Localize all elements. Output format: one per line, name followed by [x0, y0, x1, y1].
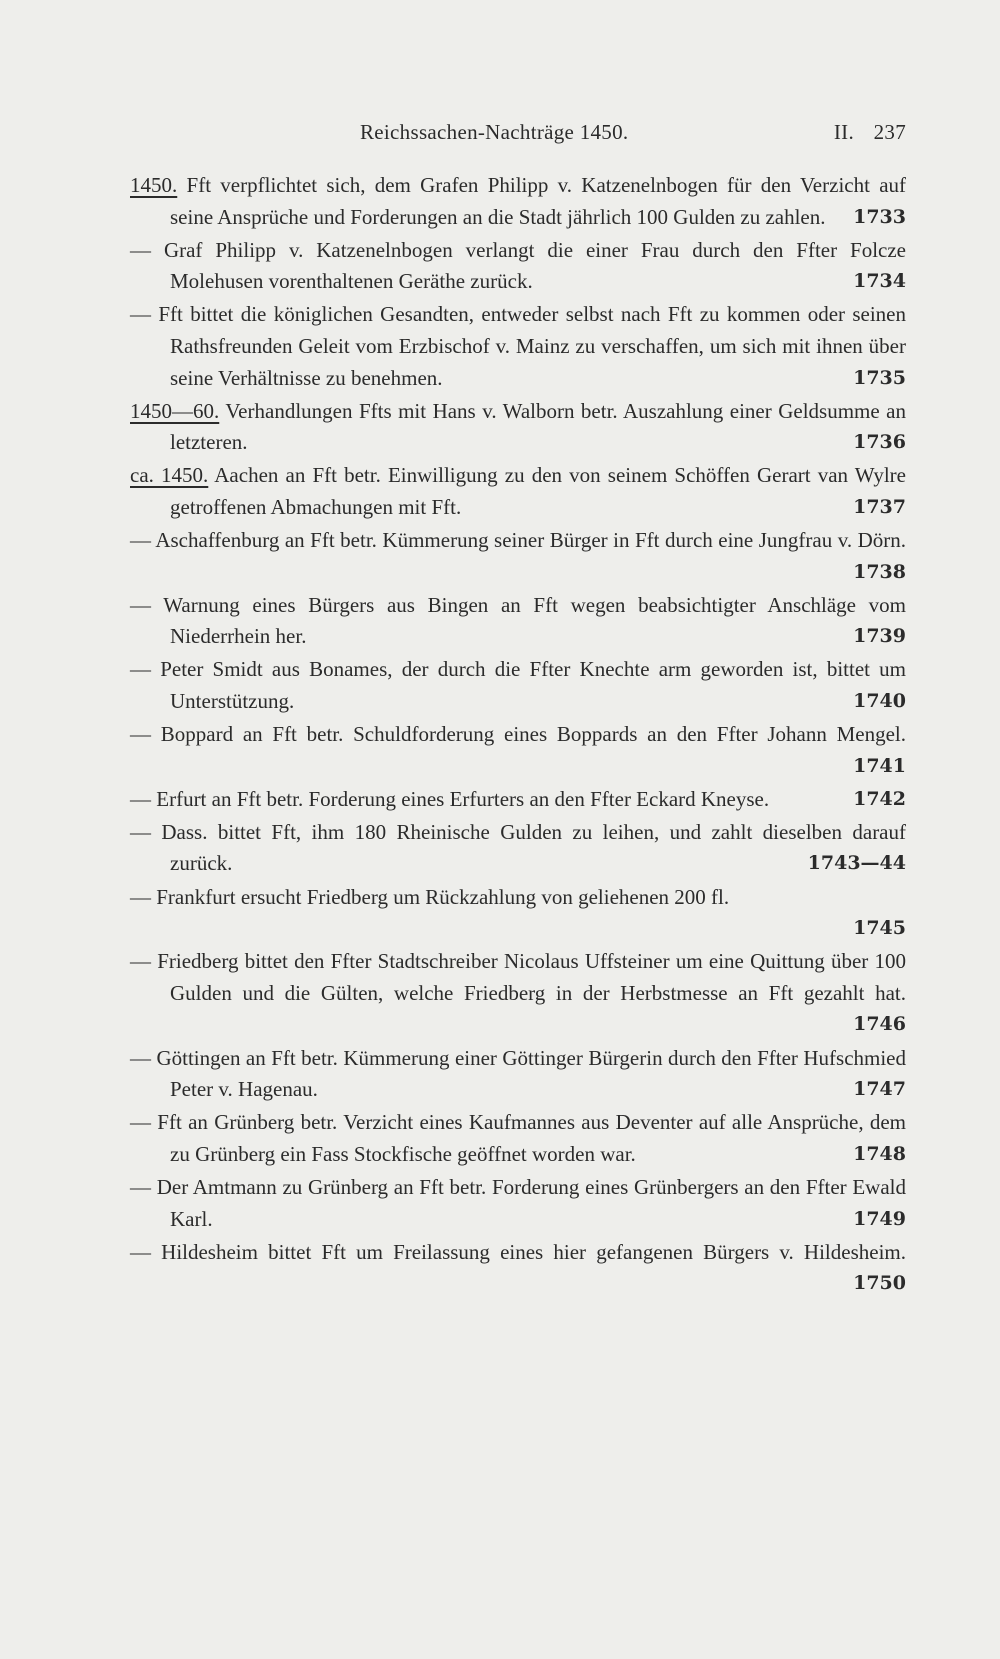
entry-dash: —: [130, 657, 151, 682]
entry-body: Fft verpflichtet sich, dem Grafen Philipp v. Katzenelnbogen für den Verzicht auf seine Ansprüche und Forderungen an die Stadt jährlich 100 Gulden zu zahlen.: [170, 173, 907, 229]
entry-text: [130, 817, 906, 880]
entry-body: Fft bittet die königlichen Gesandten, entweder selbst nach Fft zu kommen oder seinen Rathsfreunden Geleit vom Erzbischof v. Mainz zu verschaffen, um sich mit ihnen über seine Verhältnisse zu benehmen.: [158, 302, 907, 390]
entry-dash: —: [130, 592, 151, 617]
entry-number: 1746: [853, 1013, 906, 1036]
entry-date: ca. 1450.: [130, 463, 209, 488]
list-item: [130, 882, 906, 945]
entry-body: Erfurt an Fft betr. Forderung eines Erfurters an den Ffter Eckard Kneyse.: [156, 786, 770, 811]
entry-text: [130, 590, 906, 653]
entry-text: [130, 525, 906, 588]
entry-text: [130, 170, 906, 233]
entry-date: 1450.: [130, 173, 178, 197]
list-item: [130, 396, 906, 459]
entry-number: 1737: [853, 495, 906, 518]
list-item: [130, 170, 906, 233]
entry-dash: —: [130, 528, 151, 553]
entry-number: 1745: [853, 917, 906, 940]
entry-body: Göttingen an Fft betr. Kümmerung einer Göttinger Bürgerin durch den Ffter Hufschmied Peter v. Hagenau.: [156, 1045, 907, 1102]
list-item: [130, 1237, 906, 1300]
entry-number: 1733: [853, 205, 906, 228]
entry-text: [130, 1107, 906, 1170]
entry-body: Fft an Grünberg betr. Verzicht eines Kaufmannes aus Deventer auf alle Ansprüche, dem zu Grünberg ein Fass Stockfische geöffnet worden war.: [157, 1110, 907, 1166]
entry-number: 1740: [853, 690, 906, 712]
entry-body: Hildesheim bittet Fft um Freilassung eines hier gefangenen Bürgers v. Hildesheim.: [161, 1239, 906, 1264]
entry-number: 1743—44: [807, 852, 906, 875]
entry-number: 1736: [853, 431, 906, 454]
list-item: [130, 590, 906, 653]
entry-number: 1747: [853, 1078, 906, 1101]
entry-dash: —: [130, 1110, 151, 1135]
entry-number: 1749: [853, 1207, 906, 1230]
entry-number: 1739: [853, 625, 906, 648]
entry-body: Friedberg bittet den Ffter Stadtschreiber Nicolaus Uffsteiner um eine Quittung über 100 Gulden und die Gülten, welche Friedberg in der Herbstmesse an Fft gezahlt hat.: [157, 949, 906, 1005]
entry-dash: —: [130, 302, 151, 327]
list-item: [130, 719, 906, 782]
entry-dash: —: [130, 722, 151, 747]
entry-body: Verhandlungen Ffts mit Hans v. Walborn betr. Auszahlung einer Geldsumme an letzteren.: [170, 398, 906, 455]
entry-body: Peter Smidt aus Bonames, der durch die Ffter Knechte arm geworden ist, bittet um Unterstützung.: [160, 657, 906, 713]
entry-dash: —: [130, 786, 151, 811]
entry-body: Aschaffenburg an Fft betr. Kümmerung seiner Bürger in Fft durch eine Jungfrau v. Dörn.: [155, 528, 907, 553]
entry-body: Graf Philipp v. Katzenelnbogen verlangt die einer Frau durch den Ffter Folcze Molehusen vorenthaltenen Geräthe zurück.: [163, 237, 906, 294]
list-item: [130, 1107, 906, 1170]
page-number: 237: [873, 120, 906, 144]
entry-text: [130, 1237, 906, 1300]
entry-text: [130, 882, 906, 914]
entry-dash: —: [130, 1174, 151, 1199]
entry-dash: —: [130, 949, 151, 974]
entry-text: [130, 719, 906, 782]
entry-text: [130, 1043, 906, 1106]
entry-body: Dass. bittet Fft, ihm 180 Rheinische Gulden zu leihen, und zahlt dieselben darauf zurück.: [161, 819, 906, 876]
entry-text: [130, 235, 906, 298]
header-title: Reichssachen-Nachträge 1450.: [360, 120, 629, 144]
list-item: [130, 1172, 906, 1235]
entry-text: [130, 299, 906, 394]
entry-number: 1734: [853, 270, 906, 293]
entry-number: 1742: [853, 787, 906, 810]
entry-text: [130, 1172, 906, 1235]
entry-number: 1750: [853, 1272, 906, 1295]
entry-text: [130, 396, 906, 459]
entry-dash: —: [130, 884, 151, 909]
entry-number: 1741: [853, 754, 906, 777]
list-item: [130, 817, 906, 880]
entry-list: [130, 170, 906, 1301]
entry-text: [130, 460, 906, 523]
entry-text: [130, 784, 906, 816]
list-item: [130, 525, 906, 588]
entry-dash: —: [130, 1239, 151, 1264]
entry-text: [130, 654, 906, 717]
entry-text: [130, 946, 906, 1041]
list-item: [130, 299, 906, 394]
list-item: [130, 460, 906, 523]
entry-body: Der Amtmann zu Grünberg an Fft betr. Forderung eines Grünbergers an den Ffter Ewald Karl.: [156, 1174, 907, 1231]
entry-dash: —: [130, 237, 151, 262]
entry-body: Frankfurt ersucht Friedberg um Rückzahlung von geliehenen 200 fl.: [156, 884, 730, 909]
header-section: II.: [833, 120, 854, 144]
entry-body: Boppard an Fft betr. Schuldforderung eines Boppards an den Ffter Johann Mengel.: [160, 722, 906, 747]
list-item: [130, 946, 906, 1041]
entry-body: Aachen an Fft betr. Einwilligung zu den von seinem Schöffen Gerart van Wylre getroffenen Abmachungen mit Fft.: [170, 463, 906, 519]
entry-dash: —: [130, 1045, 151, 1070]
list-item: [130, 654, 906, 717]
entry-number: 1748: [853, 1142, 906, 1165]
entry-dash: —: [130, 819, 151, 844]
entry-date: 1450—60.: [130, 398, 220, 423]
entry-number: 1735: [853, 366, 906, 389]
list-item: [130, 1043, 906, 1106]
list-item: [130, 235, 906, 298]
list-item: [130, 784, 906, 816]
entry-body: Warnung eines Bürgers aus Bingen an Fft wegen beabsichtigter Anschläge vom Niederrhein her.: [163, 592, 906, 649]
entry-number: 1738: [853, 560, 906, 583]
